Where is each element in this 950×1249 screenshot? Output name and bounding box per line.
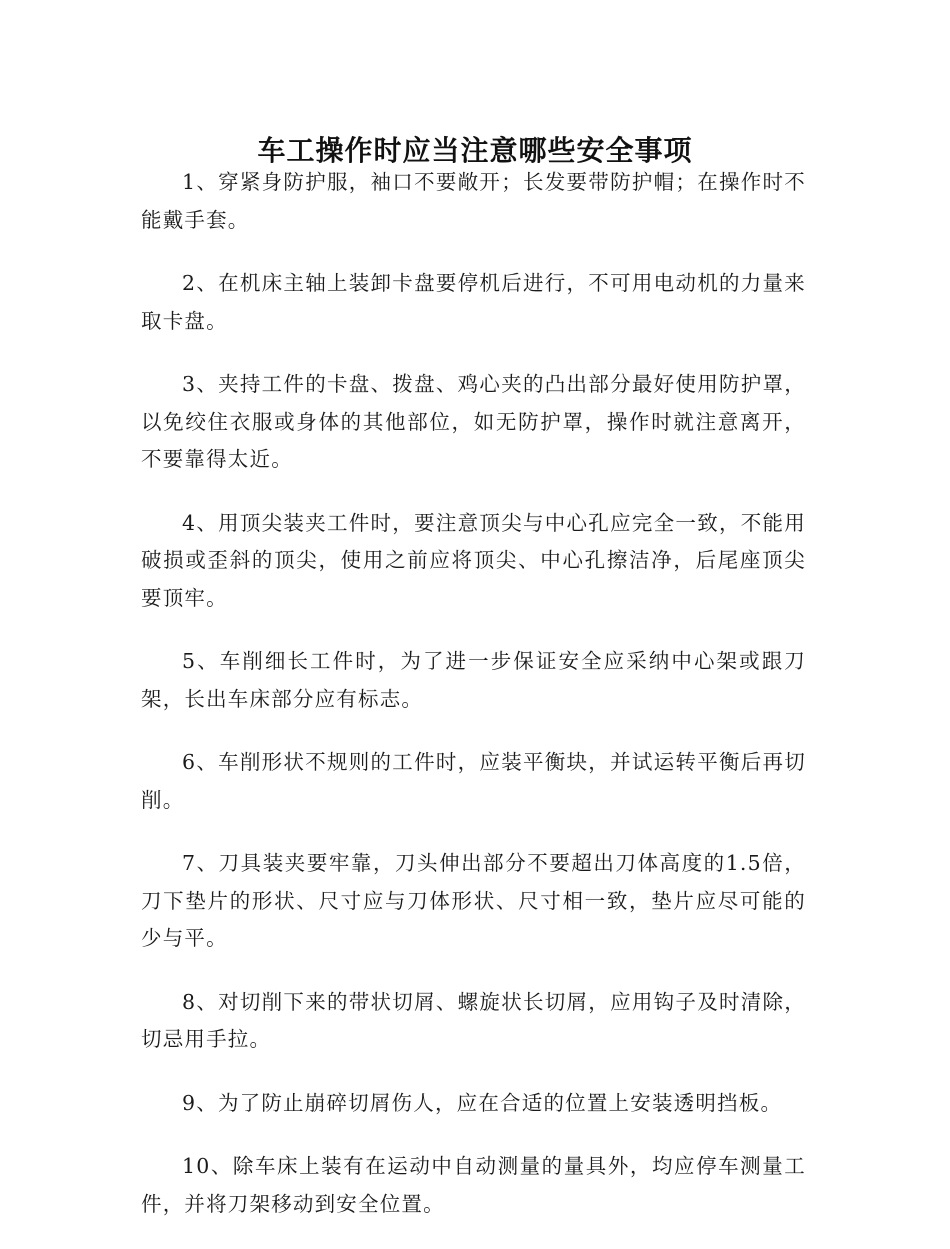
paragraph-6: 6、车削形状不规则的工件时，应装平衡块，并试运转平衡后再切削。 [141,750,806,812]
paragraph-7: 7、刀具装夹要牢靠，刀头伸出部分不要超出刀体高度的1.5倍，刀下垫片的形状、尺寸应与刀体形状、尺寸相一致，垫片应尽可能的少与平。 [141,851,806,950]
document-title: 车工操作时应当注意哪些安全事项 [257,133,693,167]
paragraph-5: 5、车削细长工件时，为了进一步保证安全应采纳中心架或跟刀架，长出车床部分应有标志。 [141,649,806,711]
paragraph-1: 1、穿紧身防护服，袖口不要敞开；长发要带防护帽；在操作时不能戴手套。 [141,170,806,232]
paragraph-3: 3、夹持工件的卡盘、拨盘、鸡心夹的凸出部分最好使用防护罩，以免绞住衣服或身体的其他部位，如无防护罩，操作时就注意离开，不要靠得太近。 [141,372,806,471]
paragraph-2: 2、在机床主轴上装卸卡盘要停机后进行，不可用电动机的力量来取卡盘。 [141,271,806,333]
paragraph-8: 8、对切削下来的带状切屑、螺旋状长切屑，应用钩子及时清除，切忌用手拉。 [141,989,806,1051]
paragraph-4: 4、用顶尖装夹工件时，要注意顶尖与中心孔应完全一致，不能用破损或歪斜的顶尖，使用之前应将顶尖、中心孔擦洁净，后尾座顶尖要顶牢。 [141,510,806,610]
document-body [141,164,806,1249]
paragraph-10: 10、除车床上装有在运动中自动测量的量具外，均应停车测量工件，并将刀架移动到安全位置。 [141,1154,806,1216]
paragraph-9: 9、为了防止崩碎切屑伤人，应在合适的位置上安装透明挡板。 [182,1090,783,1115]
